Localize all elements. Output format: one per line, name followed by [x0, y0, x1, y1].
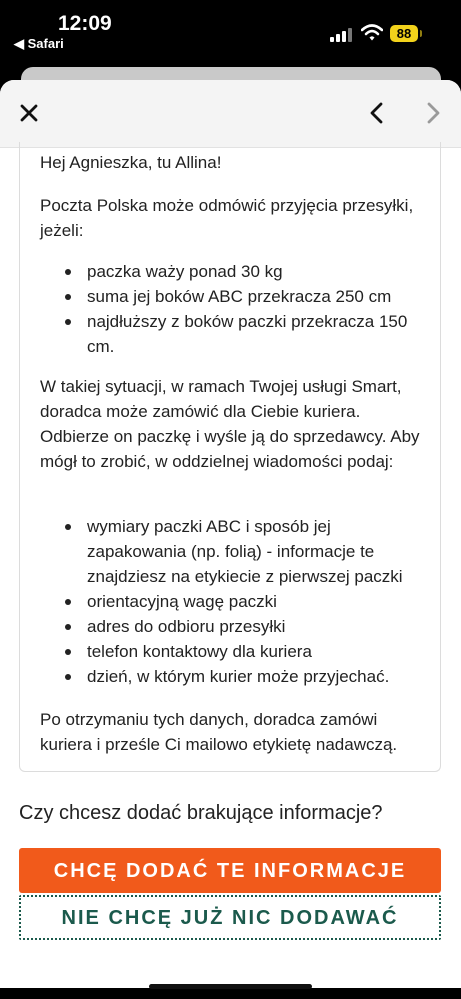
message-sheet: [0, 80, 461, 988]
close-icon[interactable]: [12, 96, 46, 130]
battery-indicator: 88: [390, 25, 418, 42]
status-bar: [0, 0, 461, 60]
back-to-app-link[interactable]: ◀ Safari: [14, 36, 64, 51]
chevron-left-icon[interactable]: [360, 96, 394, 130]
list-item: paczka waży ponad 30 kg: [62, 259, 424, 284]
greeting: Hej Agnieszka, tu Allina!: [40, 153, 222, 172]
sheet-nav-bar: [0, 80, 461, 148]
home-indicator[interactable]: [149, 984, 312, 989]
situation-text: W takiej sytuacji, w ramach Twojej usługi Smart, doradca może zamówić dla Ciebie kuriera. Odbierze on paczkę i wyśle ją do sprzedawcy. Aby mógł to zrobić, w oddzielnej wiadomości podaj:: [40, 377, 420, 471]
clock: 12:09: [58, 12, 112, 35]
list-item: dzień, w którym kurier może przyjechać.: [62, 664, 424, 689]
decline-button[interactable]: NIE CHCĘ JUŻ NIC DODAWAĆ: [19, 895, 441, 940]
question-text: Czy chcesz dodać brakujące informacje?: [19, 802, 383, 824]
list-item: telefon kontaktowy dla kuriera: [62, 639, 424, 664]
list-item: orientacyjną wagę paczki: [62, 589, 424, 614]
battery-cap: [420, 30, 422, 37]
chevron-right-icon[interactable]: [416, 96, 450, 130]
message-card: [19, 142, 441, 772]
wifi-icon: [361, 24, 383, 42]
conditions-list: [62, 259, 424, 359]
closing-text: Po otrzymaniu tych danych, doradca zamówi kuriera i prześle Ci mailowo etykietę nadawczą.: [40, 710, 398, 754]
list-item: suma jej boków ABC przekracza 250 cm: [62, 284, 424, 309]
requirements-list: [62, 514, 424, 689]
list-item: adres do odbioru przesyłki: [62, 614, 424, 639]
intro-text: Poczta Polska może odmówić przyjęcia przesyłki, jeżeli:: [40, 196, 414, 240]
list-item: najdłuższy z boków paczki przekracza 150 cm.: [62, 309, 424, 359]
cellular-signal-icon: [330, 28, 352, 42]
add-information-button[interactable]: CHCĘ DODAĆ TE INFORMACJE: [19, 848, 441, 893]
list-item: wymiary paczki ABC i sposób jej zapakowania (np. folią) - informacje te znajdziesz na etykiecie z pierwszej paczki: [62, 514, 424, 589]
